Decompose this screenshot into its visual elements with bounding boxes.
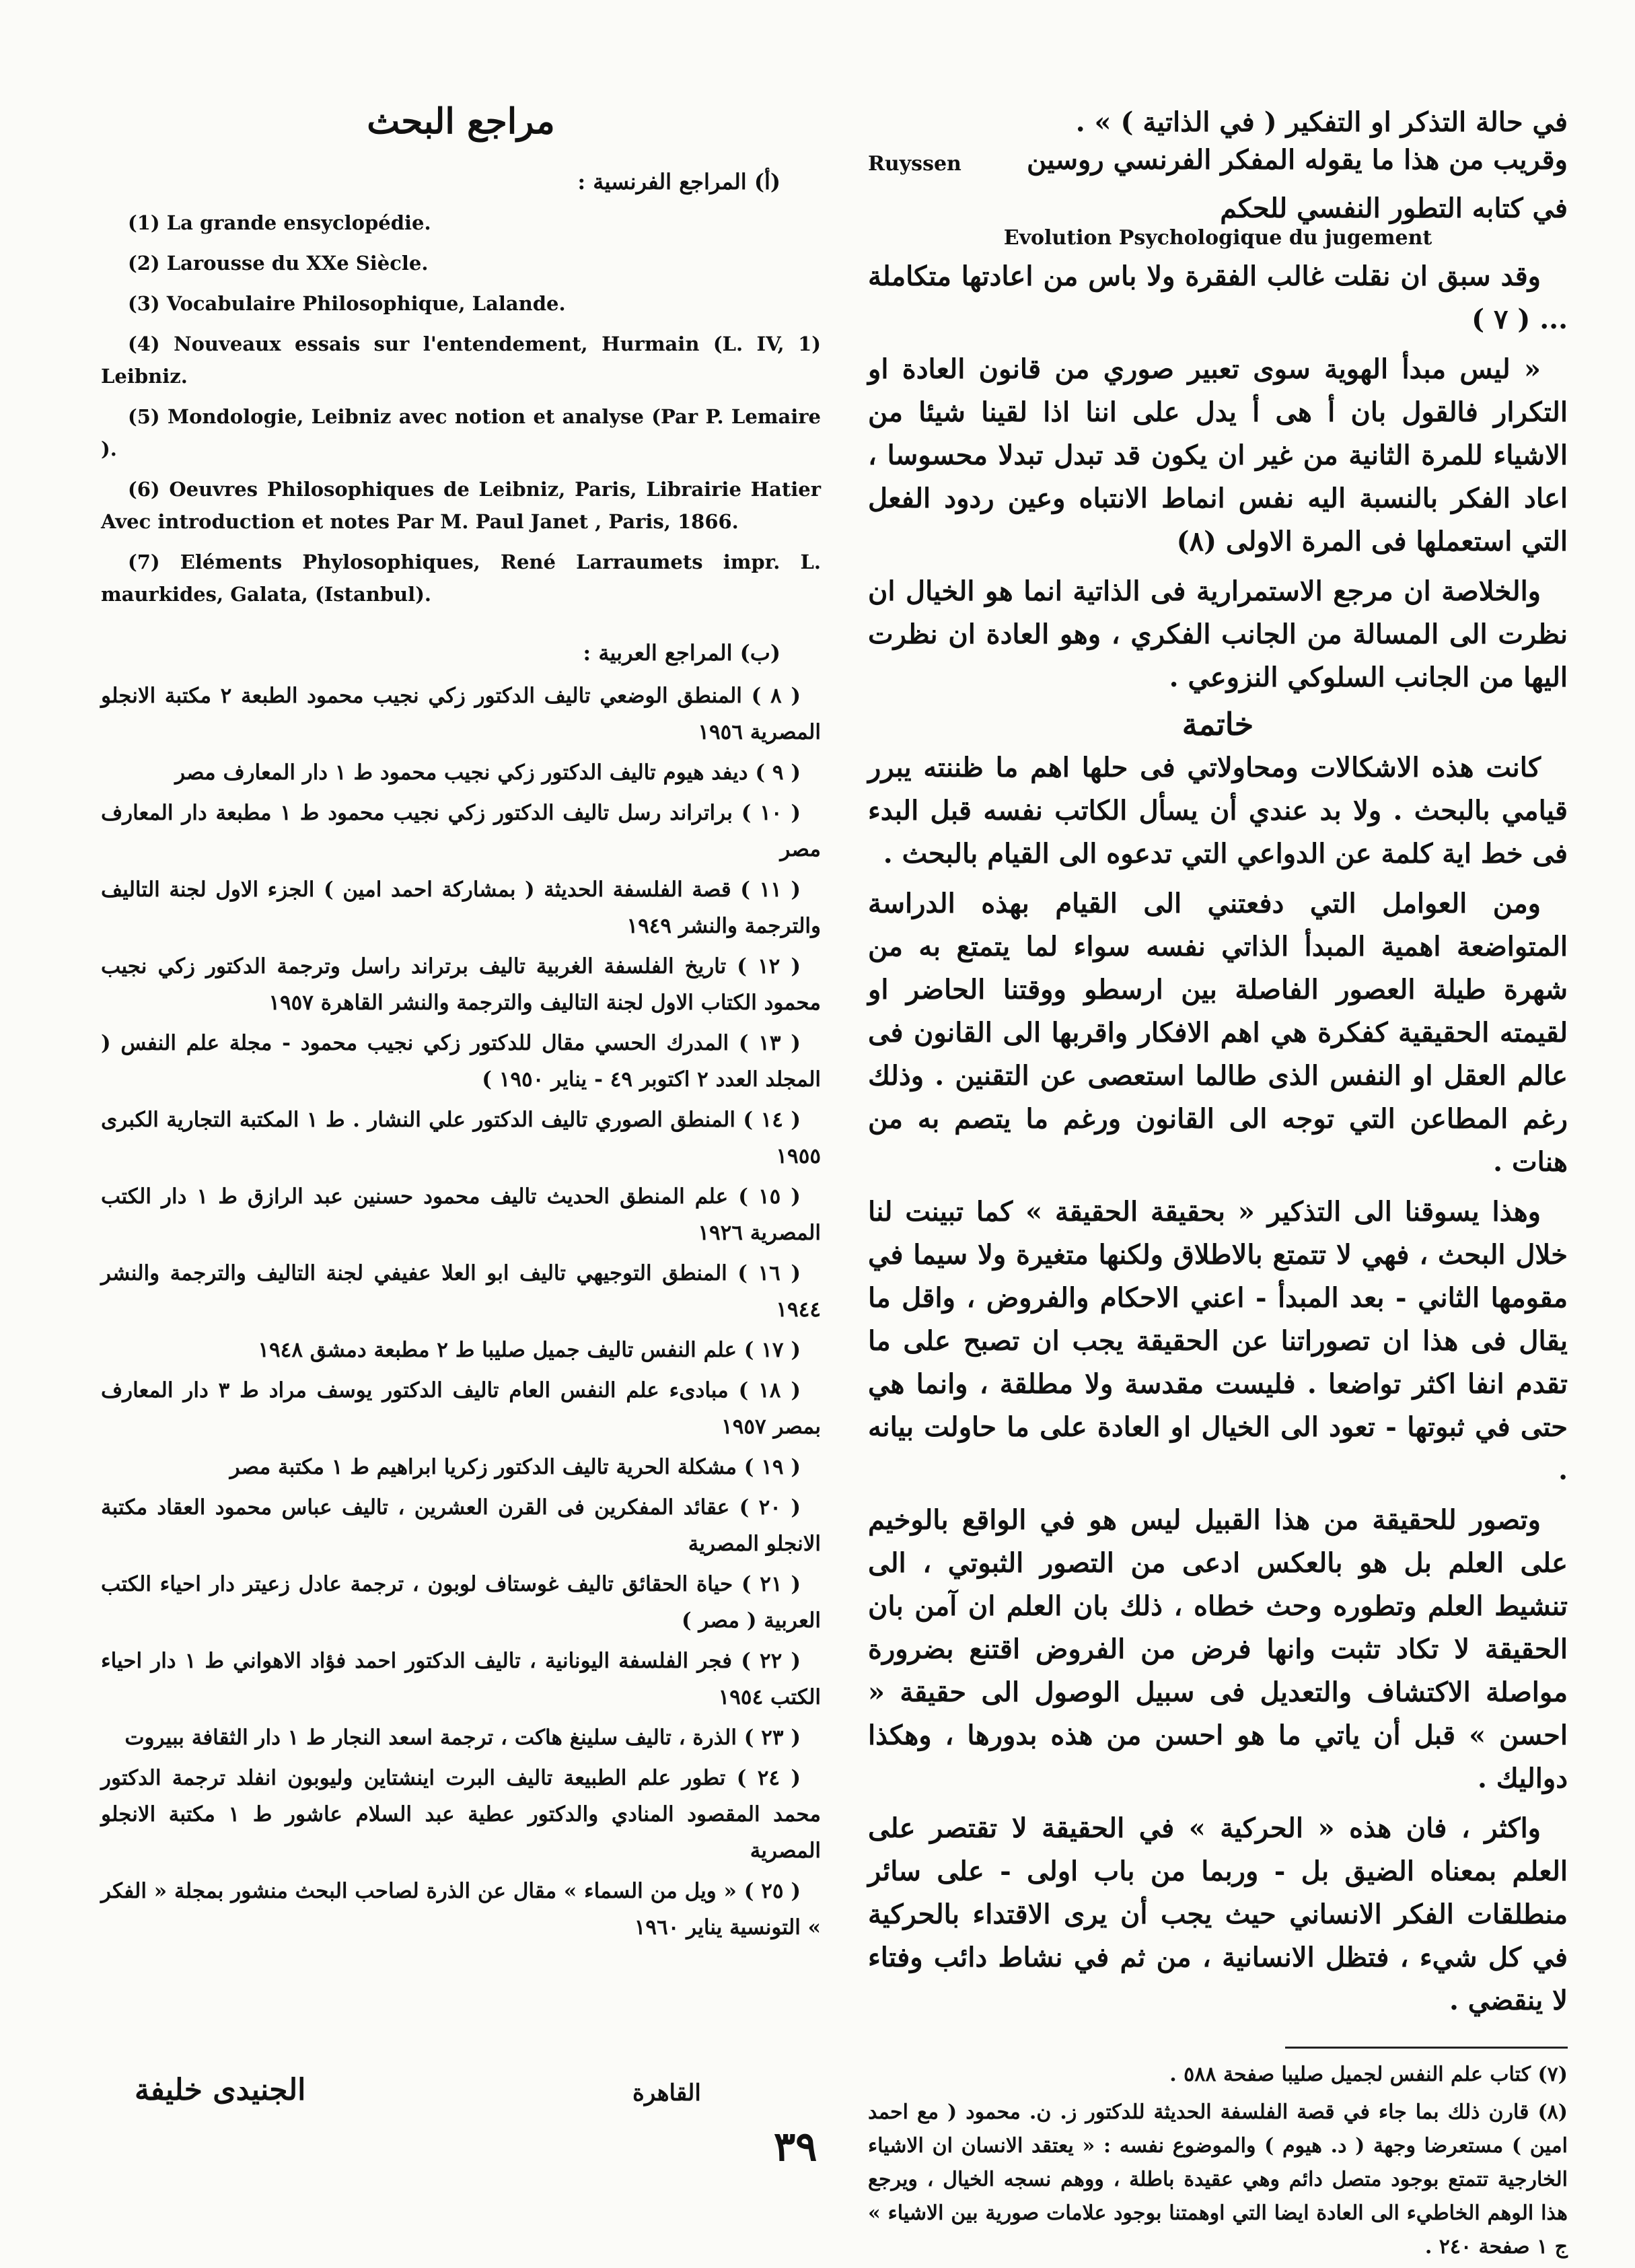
french-refs-heading: (أ) المراجع الفرنسية : <box>577 169 780 194</box>
arabic-refs-heading: (ب) المراجع العربية : <box>583 640 780 666</box>
list-item: ( ١٩ ) مشكلة الحرية تاليف الدكتور زكريا ابراهيم ط ١ مكتبة مصر <box>229 1455 801 1479</box>
book-title-arabic: في كتابه التطور النفسي للحكم <box>1220 192 1568 224</box>
references-title: مراجع البحث <box>367 101 555 142</box>
list-item: (5) Mondologie, Leibniz avec notion et analyse (Par P. Lemaire ). <box>101 405 821 460</box>
ruyssen-line <box>868 144 1568 187</box>
list-item: ( ٨ ) المنطق الوضعي تاليف الدكتور زكي نجيب محمود الطبعة ٢ مكتبة الانجلو المصرية ١٩٥٦ <box>101 684 821 744</box>
conclusion-paragraphs <box>868 746 1568 2022</box>
list-item: ( ١٢ ) تاريخ الفلسفة الغربية تاليف برتراند راسل وترجمة الدكتور زكي نجيب محمود الكتاب الاول لجنة التاليف والترجمة والنشر القاهرة ١٩٥٧ <box>101 954 821 1015</box>
list-item: ( ١٤ ) المنطق الصوري تاليف الدكتور علي النشار . ط ١ المكتبة التجارية الكبرى ١٩٥٥ <box>101 1108 821 1168</box>
paragraph: ومن العوامل التي دفعتني الى القيام بهذه الدراسة المتواضعة اهمية المبدأ الذاتي نفسه سواء لما يتمتع به من شهرة طيلة العصور الفاصلة بين ارسطو ووقتنا الحاضر او لقيمته الحقيقية كفكرة هي اهم الافكار واقربها الى القانون فى عالم العقل او النفس الذى طالما استعصى عن التقنين . وذلك رغم المطاعن التي توجه الى القانون ورغم ما يتصم به من هنات . <box>868 888 1568 1178</box>
footnote: (٧) كتاب علم النفس لجميل صليبا صفحة ٥٨٨ . <box>1169 2063 1568 2086</box>
list-item: ( ١٦ ) المنطق التوجيهي تاليف ابو العلا عفيفي لجنة التاليف والترجمة والنشر ١٩٤٤ <box>101 1261 821 1322</box>
list-item: (1) La grande ensyclopédie. <box>128 211 431 234</box>
paragraph: وتصور للحقيقة من هذا القبيل ليس هو في الواقع بالوخيم على العلم بل هو بالعكس ادعى من التصور الثبوتي ، الى تنشيط العلم وتطوره وحث خطاه ، ذلك بان العلم ان آمن بان الحقيقة لا تكاد تثبت وانها فرض من الفروض اقتنع بضرورة مواصلة الاكتشاف والتعديل فى سبيل الوصول الى حقيقة « احسن » قبل أن ياتي ما هو احسن من هذه بدورها ، وهكذا دواليك . <box>868 1504 1568 1794</box>
list-item: (2) Larousse du XXe Siècle. <box>128 252 429 275</box>
arabic-refs-list <box>101 678 821 1946</box>
paragraph: والخلاصة ان مرجع الاستمرارية فى الذاتية انما هو الخيال ان نظرت الى المسالة من الجانب الفكري ، وهو العادة ان نظرت اليها من الجانب السلوكي النزوعي . <box>868 575 1568 693</box>
list-item: ( ١٣ ) المدرك الحسي مقال للدكتور زكي نجيب محمود - مجلة علم النفس ( المجلد العدد ٢ اكتوبر ٤٩ - يناير ١٩٥٠ ) <box>101 1031 821 1092</box>
main-text-column <box>868 101 1568 2268</box>
author-signature: الجنيدى خليفة <box>135 2073 306 2107</box>
list-item: ( ١٥ ) علم المنطق الحديث تاليف محمود حسنين عبد الرازق ط ١ دار الكتب المصرية ١٩٢٦ <box>101 1184 821 1245</box>
opening-line: في حالة التذكر او التفكير ( في الذاتية ) » . <box>1075 106 1568 138</box>
ruyssen-latin: Ruyssen <box>868 152 961 176</box>
list-item: ( ١٨ ) مبادىء علم النفس العام تاليف الدكتور يوسف مراد ط ٣ دار المعارف بمصر ١٩٥٧ <box>101 1378 821 1439</box>
page-number: ٣٩ <box>774 2123 818 2170</box>
list-item: ( ٢١ ) حياة الحقائق تاليف غوستاف لوبون ، ترجمة عادل زعيتر دار احياء الكتب العربية ( مصر ) <box>101 1572 821 1633</box>
list-item: (6) Oeuvres Philosophiques de Leibniz, Paris, Librairie Hatier Avec introduction et notes Par M. Paul Janet , Paris, 1866. <box>101 478 821 533</box>
footnotes <box>868 2058 1568 2264</box>
list-item: ( ٢٤ ) تطور علم الطبيعة تاليف البرت اينشتاين وليوبون انفلد ترجمة الدكتور محمد المقصود المنادي والدكتور عطية عبد السلام عاشور ط ١ مكتبة الانجلو المصرية <box>101 1766 821 1863</box>
body-paragraphs <box>868 255 1568 699</box>
book-title-latin: Evolution Psychologique du jugement <box>1003 226 1432 250</box>
list-item: ( ٩ ) ديفد هيوم تاليف الدكتور زكي نجيب محمود ط ١ دار المعارف مصر <box>175 760 801 785</box>
city-label: القاهرة <box>632 2080 701 2106</box>
footnote: (٨) قارن ذلك بما جاء في قصة الفلسفة الحديثة للدكتور ز. ن. محمود ( مع احمد امين ) مستعرضا وجهة ( د. هيوم ) والموضوع نفسه : « يعتقد الانسان ان الاشياء الخارجية تتمتع بوجود متصل دائم وهي عقيدة باطلة ، ووهم نسجه الخيال ، ويرجع هذا الوهم الخاطيء الى العادة ايضا التي اوهمتنا بوجود علامات صورية بين الاشياء » ج ١ صفحة ٢٤٠ . <box>868 2100 1568 2259</box>
ruyssen-arabic: وقريب من هذا ما يقوله المفكر الفرنسي روسين <box>1026 144 1568 176</box>
list-item: ( ٢٣ ) الذرة ، تاليف سلينغ هاكت ، ترجمة اسعد النجار ط ١ دار الثقافة ببيروت <box>124 1726 801 1750</box>
list-item: ( ١٧ ) علم النفس تاليف جميل صليبا ط ٢ مطبعة دمشق ١٩٤٨ <box>258 1338 801 1362</box>
list-item: ( ١١ ) قصة الفلسفة الحديثة ( بمشاركة احمد امين ) الجزء الاول لجنة التاليف والترجمة والنشر ١٩٤٩ <box>101 878 821 938</box>
list-item: (3) Vocabulaire Philosophique, Lalande. <box>128 292 566 315</box>
paragraph: وهذا يسوقنا الى التذكير « بحقيقة الحقيقة » كما تبينت لنا خلال البحث ، فهي لا تتمتع بالاطلاق ولكنها متغيرة ولا سيما في مقومها الثاني - بعد المبدأ - اعني الاحكام والفروض ، واقل ما يقال فى هذا ان تصوراتنا عن الحقيقة يجب ان تصبح على ما تقدم انفا اكثر تواضعا . فليست مقدسة ولا مطلقة ، وانما هي حتى في ثبوتها - تعود الى الخيال او العادة على ما حاولت بيانه . <box>868 1196 1568 1486</box>
paragraph: كانت هذه الاشكالات ومحاولاتي فى حلها اهم ما ظننته يبرر قيامي بالبحث . ولا بد عندي أن يسأل الكاتب نفسه قبل البدء فى خط اية كلمة عن الدواعي التي تدعوه الى القيام بالبحث . <box>868 752 1568 870</box>
footnote-divider <box>1285 2047 1568 2049</box>
list-item: ( ٢٢ ) فجر الفلسفة اليونانية ، تاليف الدكتور احمد فؤاد الاهواني ط ١ دار احياء الكتب ١٩٥٤ <box>101 1649 821 1709</box>
list-item: ( ١٠ ) براتراند رسل تاليف الدكتور زكي نجيب محمود ط ١ مطبعة دار المعارف مصر <box>101 801 821 861</box>
french-refs-list <box>101 207 821 610</box>
paragraph: واكثر ، فان هذه « الحركية » في الحقيقة لا تقتصر على العلم بمعناه الضيق بل - وربما من باب اولى - على سائر منطلقات الفكر الانساني حيث يجب أن يرى الاقتداء بالحركية في كل شيء ، فتظل الانسانية ، من ثم في نشاط دائب وفتاء لا ينقضي . <box>868 1812 1568 2016</box>
conclusion-heading: خاتمة <box>1182 706 1254 742</box>
paragraph: « ليس مبدأ الهوية سوى تعبير صوري من قانون العادة او التكرار فالقول بان أ هى أ يدل على اننا اذا لقينا شيئا من الاشياء للمرة الثانية من غير ان يكون قد تبدل تبدلا محسوسا ، اعاد الفكر بالنسبة اليه نفس انماط الانتباه وعين ردود الفعل التي استعملها فى المرة الاولى (٨) <box>868 353 1568 557</box>
list-item: ( ٢٠ ) عقائد المفكرين فى القرن العشرين ، تاليف عباس محمود العقاد مكتبة الانجلو المصرية <box>101 1495 821 1556</box>
list-item: (4) Nouveaux essais sur l'entendement, Hurmain (L. IV, 1) Leibniz. <box>101 332 821 388</box>
list-item: ( ٢٥ ) « ويل من السماء » مقال عن الذرة لصاحب البحث منشور بمجلة « الفكر » التونسية يناير ١٩٦٠ <box>101 1879 821 1940</box>
paragraph: وقد سبق ان نقلت غالب الفقرة ولا باس من اعادتها متكاملة ... ( ٧ ) <box>868 260 1568 335</box>
references-column <box>101 101 821 1950</box>
list-item: (7) Eléments Phylosophiques, René Larraumets impr. L. maurkides, Galata, (Istanbul). <box>101 551 821 606</box>
